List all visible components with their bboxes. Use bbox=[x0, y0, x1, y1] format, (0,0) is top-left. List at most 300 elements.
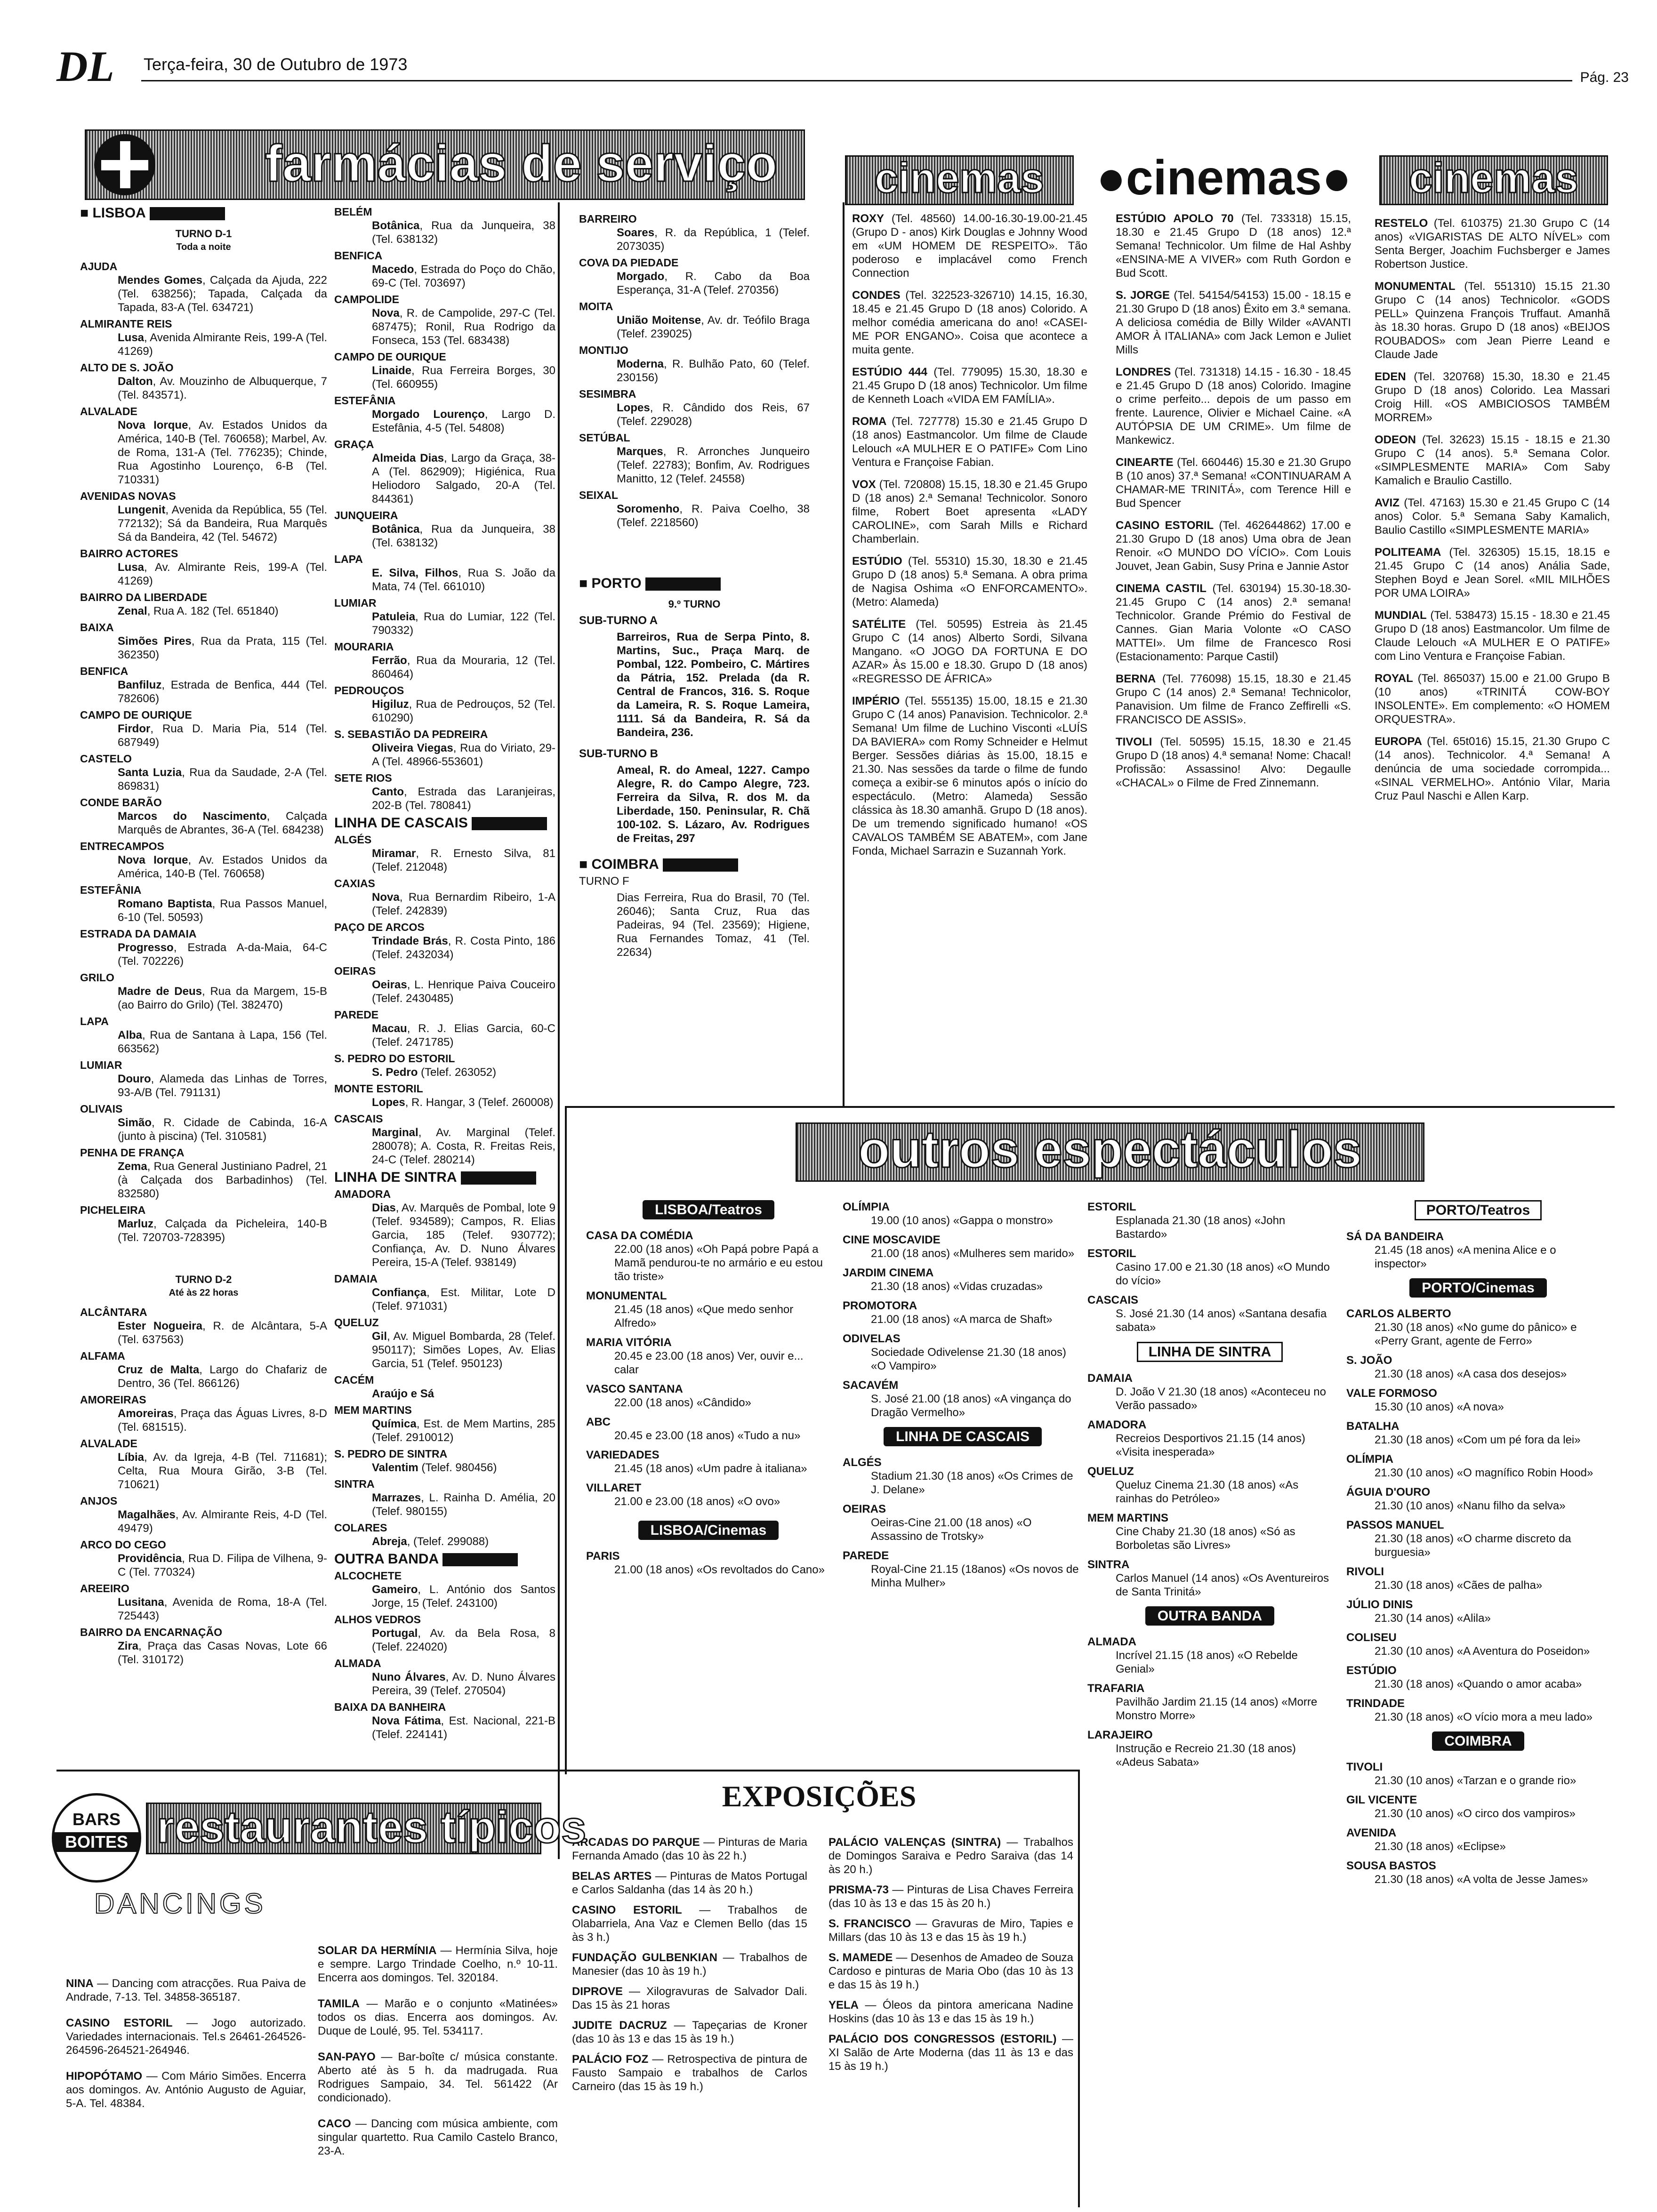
pharmacy-area: MONTIJO bbox=[579, 344, 628, 356]
show-details: Instrução e Recreio 21.30 (18 anos) «Adeus Sabata» bbox=[1116, 1742, 1296, 1769]
pharmacy-address: , Largo da Graça, 38-A (Tel. 862909); Higiénica, Rua Heliodoro Salgado, 20-A (Tel. 844361) bbox=[372, 452, 555, 505]
cinema-details: (Tel. 733318) 15.15, 18.30 e 21.45 Grupo D (18 anos) 12.ª Semana! Technicolor. Um filme de Hal Ashby «ENSINA-ME A VIVER» com Ruth Gordon e Bud Scott. bbox=[1116, 212, 1351, 280]
venue-name: ÁGUIA D'OURO bbox=[1346, 1486, 1431, 1499]
pharmacy-name: Química bbox=[372, 1418, 417, 1431]
exposicoes-column-1 bbox=[572, 1835, 807, 2203]
pharmacy-entry bbox=[334, 1461, 555, 1475]
venue-name: PAREDE bbox=[843, 1549, 889, 1562]
exhibition-details: — Trabalhos de Manesier (das 10 às 19 h.) bbox=[572, 1951, 807, 1978]
pharmacy-address: , R. Hangar, 3 (Telef. 260008) bbox=[405, 1096, 554, 1109]
pharmacy-address: , Rua General Justiniano Padrel, 21 (à Calçada dos Barbadinhos) (Tel. 832580) bbox=[118, 1160, 327, 1201]
coimbra-list: Dias Ferreira, Rua do Brasil, 70 (Tel. 26046); Santa Cruz, Rua das Padeiras, 94 (Tel. 23569); Higiene, Rua Fernandes Tomaz, 41 (Tel. 22634) bbox=[617, 891, 810, 959]
show-entry bbox=[586, 1448, 831, 1475]
pharmacy-name: Marrazes bbox=[372, 1491, 421, 1505]
show-details: 21.30 (18 anos) «Com um pé fora da lei» bbox=[1375, 1434, 1581, 1446]
pharmacy-entry bbox=[334, 408, 555, 435]
label-linha-cascais: LINHA DE CASCAIS bbox=[884, 1427, 1042, 1446]
exposicoes-title: EXPOSIÇÕES bbox=[722, 1779, 917, 1813]
show-entry bbox=[1087, 1558, 1332, 1599]
pharmacy-address: , Rua A. 182 (Tel. 651840) bbox=[147, 605, 279, 618]
pharmacy-entry bbox=[80, 1028, 327, 1056]
pharmacy-area: BAIRRO ACTORES bbox=[80, 547, 178, 560]
bars-label: BARS bbox=[72, 1810, 121, 1829]
pharmacy-name: Madre de Deus bbox=[118, 985, 202, 998]
pharmacy-entry bbox=[80, 1363, 327, 1390]
pharmacy-entry bbox=[334, 978, 555, 1005]
pharmacy-name: Lusitana bbox=[118, 1596, 164, 1609]
show-list bbox=[1087, 1635, 1332, 1769]
pharmacy-address: , Avenida de Roma, 18-A (Tel. 725443) bbox=[118, 1596, 327, 1623]
cinemas-column-2 bbox=[1116, 212, 1351, 1101]
show-details: Pavilhão Jardim 21.15 (14 anos) «Morre Monstro Morre» bbox=[1116, 1696, 1318, 1722]
pharmacy-address: , Rua do Lumiar, 122 (Tel. 790332) bbox=[372, 610, 555, 637]
section-rule bbox=[56, 1770, 565, 1771]
pharmacy-area: OLIVAIS bbox=[80, 1103, 123, 1115]
pharmacy-name: Mendes Gomes bbox=[118, 274, 202, 287]
pharmacy-entry bbox=[80, 1160, 327, 1201]
venue-name: VASCO SANTANA bbox=[586, 1383, 683, 1395]
pharmacy-name: Zira bbox=[118, 1640, 139, 1653]
cinema-name: ROXY bbox=[852, 212, 885, 225]
pharmacy-area: OEIRAS bbox=[334, 965, 376, 978]
pharmacy-entry bbox=[80, 375, 327, 402]
pharmacy-address: , Av. Marquês de Pombal, lote 9 (Telef. 934589); Campos, R. Elias Garcia, 185 (Telef. 930772); Confiança, Av. D. Nuno Álvares Pereira, 15-A (Telef. 938149) bbox=[372, 1202, 555, 1269]
pharmacy-entry bbox=[80, 941, 327, 968]
show-entry bbox=[1346, 1307, 1610, 1348]
cinema-details: (Tel. 65t016) 15.15, 21.30 Grupo C (14 anos). Technicolor. 4.ª Semana! A denúncia de uma sociedade corrompida... «SINAL VERMELHO». António Vilar, Maria Cruz Paul Naschi e Allen Karp. bbox=[1375, 735, 1610, 802]
venue-name: COLISEU bbox=[1346, 1631, 1397, 1644]
pharmacy-address: , Rua da Mouraria, 12 (Tel. 860464) bbox=[372, 654, 555, 681]
cinema-details: (Tel. 610375) 21.30 Grupo C (14 anos) «VIGARISTAS DE ALTO NÍVEL» com Senta Berger, Joachim Fuchsberger e James Robertson Justice. bbox=[1375, 217, 1610, 271]
show-entry bbox=[586, 1229, 831, 1283]
show-entry bbox=[843, 1200, 1083, 1227]
pharmacy-entry bbox=[80, 766, 327, 793]
show-entry bbox=[586, 1289, 831, 1330]
pharmacy-address: , R. Costa Pinto, 186 (Telef. 2432034) bbox=[372, 935, 556, 962]
pharmacy-name: Botânica bbox=[372, 219, 420, 232]
pharmacy-address: , Rua Passos Manuel, 6-10 (Tel. 50593) bbox=[118, 898, 327, 924]
banner-cinemas-right bbox=[1379, 155, 1608, 205]
pharmacy-address: , Rua da Junqueira, 38 (Tel. 638132) bbox=[372, 523, 555, 549]
pharmacy-address: , Av. da Igreja, 4-B (Tel. 711681); Celta, Rua Moura Girão, 3-B (Tel. 710621) bbox=[118, 1451, 327, 1491]
venue-name: ODIVELAS bbox=[843, 1332, 901, 1345]
pharmacy-list bbox=[80, 260, 327, 1244]
pharmacy-area: PENHA DE FRANÇA bbox=[80, 1146, 185, 1159]
exhibition-details: — Xilogravuras de Salvador Dali. Das 15 às 21 horas bbox=[572, 1985, 807, 2012]
pharmacy-address: , Largo do Chafariz de Dentro, 36 (Tel. 866126) bbox=[118, 1363, 327, 1390]
pharmacy-list bbox=[579, 212, 810, 529]
venue-entry bbox=[318, 2050, 558, 2105]
pharmacy-name: Linaide bbox=[372, 364, 412, 377]
pharmacy-name: Lungenit bbox=[118, 504, 166, 517]
cinema-entry bbox=[1116, 672, 1351, 727]
pharmacy-name: Santa Luzia bbox=[118, 766, 182, 779]
pharmacy-list bbox=[80, 1306, 327, 1667]
pharmacy-area: PEDROUÇOS bbox=[334, 684, 404, 697]
cinema-name: VOX bbox=[852, 478, 876, 491]
venue-name: CARLOS ALBERTO bbox=[1346, 1307, 1451, 1320]
farmacias-column-2 bbox=[334, 202, 555, 1765]
show-details: 19.00 (10 anos) «Gappa o monstro» bbox=[871, 1214, 1053, 1227]
pharmacy-list bbox=[334, 205, 555, 812]
show-details: Sociedade Odivelense 21.30 (18 anos) «O Vampiro» bbox=[871, 1346, 1066, 1372]
pharmacy-name: Soares bbox=[617, 226, 655, 239]
show-entry bbox=[1087, 1465, 1332, 1506]
venue-name: SACAVÉM bbox=[843, 1379, 899, 1392]
pharmacy-address: , Avenida da República, 55 (Tel. 772132); Sá da Bandeira, Rua Marquês Sá da Bandeira, 42 (Tel. 54672) bbox=[118, 504, 327, 544]
cinema-details: (Tel. 462644862) 17.00 e 21.30 Grupo D (18 anos) Uma obra de Jean Renoir. «O MUNDO DO VÍCIO». Com Louis Jouvet, Jean Gabin, Susy Prina e Jannie Astor bbox=[1116, 519, 1351, 573]
cinema-details: (Tel. 660446) 15.30 e 21.30 Grupo B (10 anos) 37.ª Semana! «CONTINUARAM A CHAMAR-ME TRINITÁ», com Terence Hill e Bud Spencer bbox=[1116, 456, 1351, 510]
pharmacy-name: Araújo e Sá bbox=[372, 1387, 434, 1401]
cinema-name: MONUMENTAL bbox=[1375, 280, 1456, 293]
pharmacy-name: Providência bbox=[118, 1552, 182, 1565]
porto-subturno-b-list: Ameal, R. do Ameal, 1227. Campo Alegre, R. do Campo Alegre, 723. Ferreira da Silva, R. dos M. da Liberdade, 150. Peninsular, R. Chã 100-102. S. Lázaro, Av. Rodrigues de Freitas, 297 bbox=[617, 764, 810, 845]
porto-subturno-b-title: SUB-TURNO B bbox=[579, 747, 658, 761]
pharmacy-name: Marginal bbox=[372, 1126, 418, 1139]
show-details: 21.45 (18 anos) «Que medo senhor Alfredo» bbox=[614, 1303, 794, 1330]
venue-name: SÁ DA BANDEIRA bbox=[1346, 1230, 1444, 1243]
show-details: Recreios Desportivos 21.15 (14 anos) «Visita inesperada» bbox=[1116, 1432, 1305, 1459]
pharmacy-name: Douro bbox=[118, 1073, 151, 1086]
show-entry bbox=[1346, 1565, 1610, 1592]
banner-cinemas-left bbox=[845, 155, 1074, 205]
pharmacy-area: COVA DA PIEDADE bbox=[579, 256, 679, 269]
pharmacy-address: , Av. Marginal (Telef. 280078); A. Costa, R. Freitas Reis, 24-C (Telef. 280214) bbox=[372, 1126, 555, 1167]
pharmacy-area: LAPA bbox=[334, 553, 363, 565]
cinema-name: ESTÚDIO 444 bbox=[852, 366, 928, 378]
pharmacy-address: , Av. Miguel Bombarda, 28 (Telef. 950117); Simões Lopes, Av. Elias Garcia, 51 (Telef. 950123) bbox=[372, 1330, 555, 1370]
show-details: Oeiras-Cine 21.00 (18 anos) «O Assassino de Trotsky» bbox=[871, 1516, 1032, 1543]
pharmacy-area: GRAÇA bbox=[334, 438, 374, 450]
exhibition-entry bbox=[572, 2052, 807, 2093]
venue-name: CINE MOSCAVIDE bbox=[843, 1234, 941, 1246]
pharmacy-name: Nova bbox=[372, 307, 400, 320]
pharmacy-entry bbox=[80, 1072, 327, 1099]
pharmacy-name: S. Pedro bbox=[372, 1066, 418, 1079]
venue-name: OEIRAS bbox=[843, 1503, 886, 1515]
pharmacy-area: QUELUZ bbox=[334, 1316, 379, 1329]
exhibition-venue: PALÁCIO VALENÇAS (SINTRA) bbox=[828, 1836, 1001, 1849]
show-entry bbox=[843, 1456, 1083, 1497]
cinema-entry bbox=[1375, 216, 1610, 271]
cinema-name: MUNDIAL bbox=[1375, 609, 1427, 622]
cinema-entry bbox=[1375, 609, 1610, 663]
show-entry bbox=[843, 1299, 1083, 1326]
show-details: 21.30 (18 anos) «O charme discreto da burguesia» bbox=[1375, 1532, 1571, 1559]
pharmacy-name: Morgado Lourenço bbox=[372, 408, 485, 421]
pharmacy-entry bbox=[80, 809, 327, 837]
cinema-name: ROYAL bbox=[1375, 672, 1413, 685]
cinema-details: (Tel. 326305) 15.15, 18.15 e 21.45 Grupo C (14 anos) Anália Sade, Stephen Boyd e Jean Sorel. «MIL MILHÕES POR UMA LOIRA» bbox=[1375, 546, 1610, 600]
issue-date: Terça-feira, 30 de Outubro de 1973 bbox=[144, 55, 408, 74]
show-entry bbox=[1087, 1371, 1332, 1412]
pharmacy-name: Trindade Brás bbox=[372, 935, 448, 948]
exhibition-entry bbox=[572, 1903, 807, 1944]
show-entry bbox=[586, 1382, 831, 1410]
venue-name: SOLAR DA HERMÍNIA bbox=[318, 1944, 437, 1957]
show-details: 21.30 (18 anos) «A casa dos desejos» bbox=[1375, 1368, 1567, 1380]
pharmacy-address: , Estrada do Poço do Chão, 69-C (Tel. 703697) bbox=[372, 263, 555, 289]
show-details: 21.45 (18 anos) «Um padre à italiana» bbox=[614, 1462, 807, 1475]
show-entry bbox=[1346, 1826, 1610, 1853]
exhibition-venue: YELA bbox=[828, 1999, 859, 2012]
restaurantes-column-2 bbox=[318, 1944, 558, 2203]
cinema-details: (Tel. 731318) 14.15 - 16.30 - 18.45 e 21.45 Grupo D (18 anos) Colorido. Imagine o crime perfeito... depois de um passo em frente. Laurence, Olivier e Michael Caine. «A AUTÓPSIA DE UM CRIME». Um filme de Mankewicz. bbox=[1116, 366, 1351, 447]
exhibition-entry bbox=[828, 1998, 1073, 2026]
pharmacy-address: , L. Rainha D. Amélia, 20 (Telef. 980155) bbox=[372, 1491, 555, 1518]
pharmacy-area: BELÉM bbox=[334, 206, 372, 218]
pharmacy-area: ARCO DO CEGO bbox=[80, 1539, 166, 1551]
pharmacy-address: , Alameda das Linhas de Torres, 93-A/B (Tel. 791131) bbox=[118, 1073, 327, 1099]
pharmacy-address: , Av. Estados Unidos da América, 140-B (Tel. 760658) bbox=[118, 854, 327, 881]
exhibition-venue: PRISMA-73 bbox=[828, 1883, 889, 1896]
show-details: S. José 21.30 (14 anos) «Santana desafia sabata» bbox=[1116, 1307, 1327, 1334]
cinema-entry bbox=[1375, 496, 1610, 537]
show-entry bbox=[843, 1233, 1083, 1260]
pharmacy-address: , Rua S. João da Mata, 74 (Tel. 661010) bbox=[372, 567, 555, 593]
venue-name: AVENIDA bbox=[1346, 1827, 1397, 1839]
pharmacy-entry bbox=[334, 847, 555, 874]
pharmacy-name: Higiluz bbox=[372, 698, 409, 711]
pharmacy-area: ALFAMA bbox=[80, 1350, 125, 1362]
cinema-name: TIVOLI bbox=[1116, 736, 1152, 748]
pharmacy-entry bbox=[80, 1217, 327, 1244]
venue-name: TAMILA bbox=[318, 1997, 360, 2010]
cinema-entry bbox=[1116, 582, 1351, 664]
pharmacy-entry bbox=[80, 1508, 327, 1535]
cinema-name: RESTELO bbox=[1375, 217, 1428, 230]
section-rule bbox=[565, 1106, 1615, 1108]
pharmacy-entry bbox=[80, 503, 327, 544]
cinema-entry bbox=[852, 212, 1087, 280]
venue-name: LARAJEIRO bbox=[1087, 1729, 1153, 1741]
pharmacy-entry bbox=[334, 610, 555, 637]
pharmacy-name: Gameiro bbox=[372, 1583, 418, 1596]
show-list bbox=[1087, 1371, 1332, 1599]
show-details: 21.30 (18 anos) «Vidas cruzadas» bbox=[871, 1280, 1043, 1293]
show-details: 22.00 (18 anos) «Cândido» bbox=[614, 1396, 751, 1409]
venue-details: — Bar-boîte c/ música constante. Aberto até às 5 h. da madrugada. Rua Rodrigues Sampaio, 34. Tel. 561422 (Ar condicionado). bbox=[318, 2051, 558, 2104]
show-list bbox=[843, 1200, 1083, 1419]
pharmacy-area: BAIRRO DA ENCARNAÇÃO bbox=[80, 1626, 222, 1639]
exhibition-details: — Pinturas de Maria Fernanda Amado (das 10 às 22 h.) bbox=[572, 1836, 808, 1862]
pharmacy-entry bbox=[334, 1096, 555, 1109]
pharmacy-area: AMOREIRAS bbox=[80, 1394, 146, 1406]
show-entry bbox=[1087, 1293, 1332, 1334]
cinemas-column-1 bbox=[852, 212, 1087, 1101]
show-entry bbox=[586, 1415, 831, 1443]
pharmacy-address: , Rua Bernardim Ribeiro, 1-A (Telef. 242839) bbox=[372, 891, 555, 918]
venue-name: SINTRA bbox=[1087, 1558, 1130, 1571]
cinemas-column-3 bbox=[1375, 216, 1610, 1101]
pharmacy-entry bbox=[334, 522, 555, 550]
pharmacy-area: COLARES bbox=[334, 1522, 387, 1534]
pharmacy-name: Valentim bbox=[372, 1461, 418, 1475]
pharmacy-area: CAMPO DE OURIQUE bbox=[80, 709, 192, 721]
cinema-entry bbox=[1375, 433, 1610, 488]
show-details: 21.00 (18 anos) «A marca de Shaft» bbox=[871, 1313, 1053, 1326]
pharmacy-entry bbox=[80, 722, 327, 749]
banner-cinemas-right-text: cinemas bbox=[1408, 155, 1579, 202]
newspaper-logo: DL bbox=[56, 42, 114, 90]
pharmacy-entry bbox=[80, 604, 327, 618]
pharmacy-entry bbox=[80, 1639, 327, 1667]
pharmacy-area: AVENIDAS NOVAS bbox=[80, 490, 176, 503]
pharmacy-entry bbox=[579, 502, 810, 529]
pharmacy-address: , Praça das Casas Novas, Lote 66 (Tel. 310172) bbox=[118, 1640, 327, 1667]
pharmacy-area: GRILO bbox=[80, 971, 114, 984]
venue-name: PROMOTORA bbox=[843, 1299, 917, 1312]
pharmacy-entry bbox=[80, 1595, 327, 1623]
exhibition-venue: CASINO ESTORIL bbox=[572, 1904, 682, 1916]
porto-subturno-a-title: SUB-TURNO A bbox=[579, 614, 658, 627]
pharmacy-address: , Rua da Saudade, 2-A (Tel. 869831) bbox=[118, 766, 327, 793]
pharmacy-area: ALGÉS bbox=[334, 834, 372, 846]
venue-entry bbox=[66, 1977, 306, 2004]
cinema-entry bbox=[852, 365, 1087, 406]
exhibition-venue: BELAS ARTES bbox=[572, 1870, 652, 1883]
cinema-entry bbox=[1116, 456, 1351, 510]
show-entry bbox=[1346, 1485, 1610, 1513]
venue-name: TIVOLI bbox=[1346, 1761, 1383, 1773]
venue-name: JARDIM CINEMA bbox=[843, 1266, 934, 1279]
pharmacy-area: ALMADA bbox=[334, 1657, 381, 1670]
turno-d2-subtitle: Até às 22 horas bbox=[169, 1288, 239, 1298]
pharmacy-entry bbox=[80, 634, 327, 662]
pharmacy-area: LAPA bbox=[80, 1015, 109, 1028]
masthead bbox=[56, 37, 1629, 88]
label-porto-teatros: PORTO/Teatros bbox=[1415, 1200, 1542, 1220]
show-entry bbox=[843, 1378, 1083, 1419]
pharmacy-address: , Av. Estados Unidos da América, 140-B (Tel. 760658); Marbel, Av. de Roma, 131-A (Tel. 776235); Chinde, Rua Agostinho Lourenço, 6-B (Tel. 710331) bbox=[118, 419, 327, 487]
exhibition-entry bbox=[572, 1951, 807, 1978]
cinema-name: ODEON bbox=[1375, 433, 1416, 446]
show-details: 21.00 (18 anos) «Mulheres sem marido» bbox=[871, 1247, 1075, 1260]
pharmacy-entry bbox=[334, 1201, 555, 1269]
show-details: 22.00 (18 anos) «Oh Papá pobre Papá a Mamã pendurou-te no armário e eu estou tão triste» bbox=[614, 1243, 823, 1283]
pharmacy-area: MOURARIA bbox=[334, 641, 394, 653]
dancings-heading: DANCINGS bbox=[94, 1888, 266, 1919]
show-entry bbox=[1346, 1230, 1610, 1271]
show-list bbox=[1346, 1760, 1610, 1886]
exhibition-details: — XI Salão de Arte Moderna (das 11 às 13 e das 15 às 19 h.) bbox=[828, 2033, 1073, 2073]
venue-name: GIL VICENTE bbox=[1346, 1794, 1417, 1806]
exhibition-entry bbox=[572, 1869, 807, 1897]
venue-name: JÚLIO DINIS bbox=[1346, 1598, 1413, 1611]
show-details: Royal-Cine 21.15 (18anos) «Os novos de Minha Mulher» bbox=[871, 1563, 1079, 1589]
cinema-details: (Tel. 32623) 15.15 - 18.15 e 21.30 Grupo C (14 anos). 5.ª Semana Color. «SIMPLESMENTE MARIA» Com Saby Kamalich e Braulio Castillo. bbox=[1375, 433, 1610, 487]
pharmacy-entry bbox=[80, 678, 327, 705]
exhibition-details: — Pinturas de Matos Portugal e Carlos Saldanha (das 14 às 20 h.) bbox=[572, 1870, 807, 1896]
pharmacy-name: Dias bbox=[372, 1202, 396, 1215]
pharmacy-address: , Av. dr. Teófilo Braga (Telef. 239025) bbox=[617, 314, 810, 340]
venue-name: CASINO ESTORIL bbox=[66, 2017, 173, 2029]
show-details: Casino 17.00 e 21.30 (18 anos) «O Mundo do vício» bbox=[1116, 1261, 1330, 1287]
exhibition-entry bbox=[828, 1835, 1073, 1876]
show-list bbox=[1087, 1200, 1332, 1334]
pharmacy-address: , Estrada das Laranjeiras, 202-B (Tel. 780841) bbox=[372, 785, 555, 812]
pharmacy-entry bbox=[80, 853, 327, 881]
pharmacy-name: Macedo bbox=[372, 263, 414, 276]
show-details: Queluz Cinema 21.30 (18 anos) «As rainhas do Petróleo» bbox=[1116, 1479, 1299, 1505]
show-details: 21.30 (18 anos) «Eclipse» bbox=[1375, 1840, 1506, 1853]
show-details: Carlos Manuel (14 anos) «Os Aventureiros de Santa Trinitá» bbox=[1116, 1572, 1329, 1598]
cinema-name: ESTÚDIO APOLO 70 bbox=[1116, 212, 1234, 225]
pharmacy-name: Lopes bbox=[372, 1096, 405, 1109]
pharmacy-entry bbox=[579, 445, 810, 486]
show-details: 21.45 (18 anos) «A menina Alice e o inspector» bbox=[1375, 1244, 1556, 1270]
pharmacy-address: , L. Henrique Paiva Couceiro (Telef. 2430485) bbox=[372, 978, 555, 1005]
show-list bbox=[1346, 1307, 1610, 1724]
venue-name: MARIA VITÓRIA bbox=[586, 1336, 672, 1349]
pharmacy-area: MOITA bbox=[579, 300, 613, 313]
exhibition-details: — Tapeçarias de Kroner (das 10 às 13 e das 15 às 19 h.) bbox=[572, 2019, 808, 2045]
cinema-entry bbox=[1375, 370, 1610, 425]
pharmacy-address: , Av. D. Nuno Álvares Pereira, 39 (Telef. 270504) bbox=[372, 1671, 555, 1698]
venue-name: ESTÚDIO bbox=[1346, 1664, 1397, 1677]
venue-name: DAMAIA bbox=[1087, 1372, 1133, 1385]
show-details: 20.45 e 23.00 (18 anos) Ver, ouvir e... calar bbox=[614, 1350, 804, 1376]
pharmacy-area: CONDE BARÃO bbox=[80, 796, 162, 809]
cinema-name: EUROPA bbox=[1375, 735, 1422, 748]
pharmacy-address: , Est. Militar, Lote D (Telef. 971031) bbox=[372, 1286, 555, 1313]
pharmacy-area: LUMIAR bbox=[80, 1059, 122, 1072]
pharmacy-area: JUNQUEIRA bbox=[334, 509, 398, 521]
pharmacy-address: , Estrada de Benfica, 444 (Tel. 782606) bbox=[118, 679, 327, 705]
show-details: 21.30 (18 anos) «Cães de palha» bbox=[1375, 1579, 1543, 1592]
pharmacy-entry bbox=[334, 1066, 555, 1079]
frame-line bbox=[565, 1106, 567, 1774]
pharmacy-entry bbox=[334, 741, 555, 769]
show-details: 21.30 (10 anos) «O magnífico Robin Hood» bbox=[1375, 1467, 1593, 1479]
turno-d2-title: TURNO D-2 bbox=[175, 1274, 232, 1286]
show-entry bbox=[843, 1266, 1083, 1293]
pharmacy-entry bbox=[334, 1417, 555, 1444]
pharmacy-name: Lusa bbox=[118, 561, 145, 574]
pharmacy-name: Zema bbox=[118, 1160, 147, 1173]
venue-name: AMADORA bbox=[1087, 1419, 1147, 1431]
pharmacy-name: Lusa bbox=[118, 331, 145, 345]
show-entry bbox=[843, 1549, 1083, 1590]
pharmacy-area: SEIXAL bbox=[579, 489, 619, 501]
exhibition-details: — Óleos da pintora americana Nadine Hoskins (das 10 às 13 e das 15 às 19 h.) bbox=[828, 1999, 1073, 2025]
cinema-name: CINEMA CASTIL bbox=[1116, 582, 1207, 595]
outros-column-4 bbox=[1346, 1200, 1610, 2188]
label-linha-sintra: LINHA DE SINTRA bbox=[1137, 1342, 1283, 1362]
venue-entry bbox=[66, 2016, 306, 2057]
venue-name: CACO bbox=[318, 2117, 351, 2130]
pharmacy-name: Almeida Dias bbox=[372, 452, 444, 465]
pharmacy-address: , Rua da Prata, 115 (Tel. 362350) bbox=[118, 635, 327, 662]
pharmacy-name: Líbia bbox=[118, 1451, 145, 1464]
pharmacy-address: , R. Arronches Junqueiro (Telef. 22783); Bonfim, Av. Rodrigues Manitto, 12 (Telef. 24558) bbox=[617, 445, 810, 485]
pharmacy-entry bbox=[579, 401, 810, 428]
pharmacy-entry bbox=[334, 1583, 555, 1610]
pharmacy-name: Botânica bbox=[372, 523, 420, 536]
cinema-details: (Tel. 865037) 15.00 e 21.00 Grupo B (10 anos) «TRINITÁ COW-BOY INSOLENTE». Em complemento: «O HOMEM ORQUESTRA». bbox=[1375, 672, 1610, 726]
pharmacy-name: Nuno Álvares bbox=[372, 1671, 446, 1684]
pharmacy-address: , Rua de Santana à Lapa, 156 (Tel. 663562) bbox=[118, 1029, 327, 1056]
venue-name: PARIS bbox=[586, 1550, 620, 1563]
exhibition-venue: S. FRANCISCO bbox=[828, 1917, 911, 1930]
pharmacy-name: Lopes bbox=[617, 401, 650, 414]
pharmacy-name: Zenal bbox=[118, 605, 147, 618]
pharmacy-entry bbox=[80, 897, 327, 924]
venue-name: OLÍMPIA bbox=[843, 1201, 890, 1213]
venue-name: VARIEDADES bbox=[586, 1449, 660, 1461]
venue-name: OLÍMPIA bbox=[1346, 1453, 1393, 1466]
venue-name: SAN-PAYO bbox=[318, 2051, 376, 2063]
